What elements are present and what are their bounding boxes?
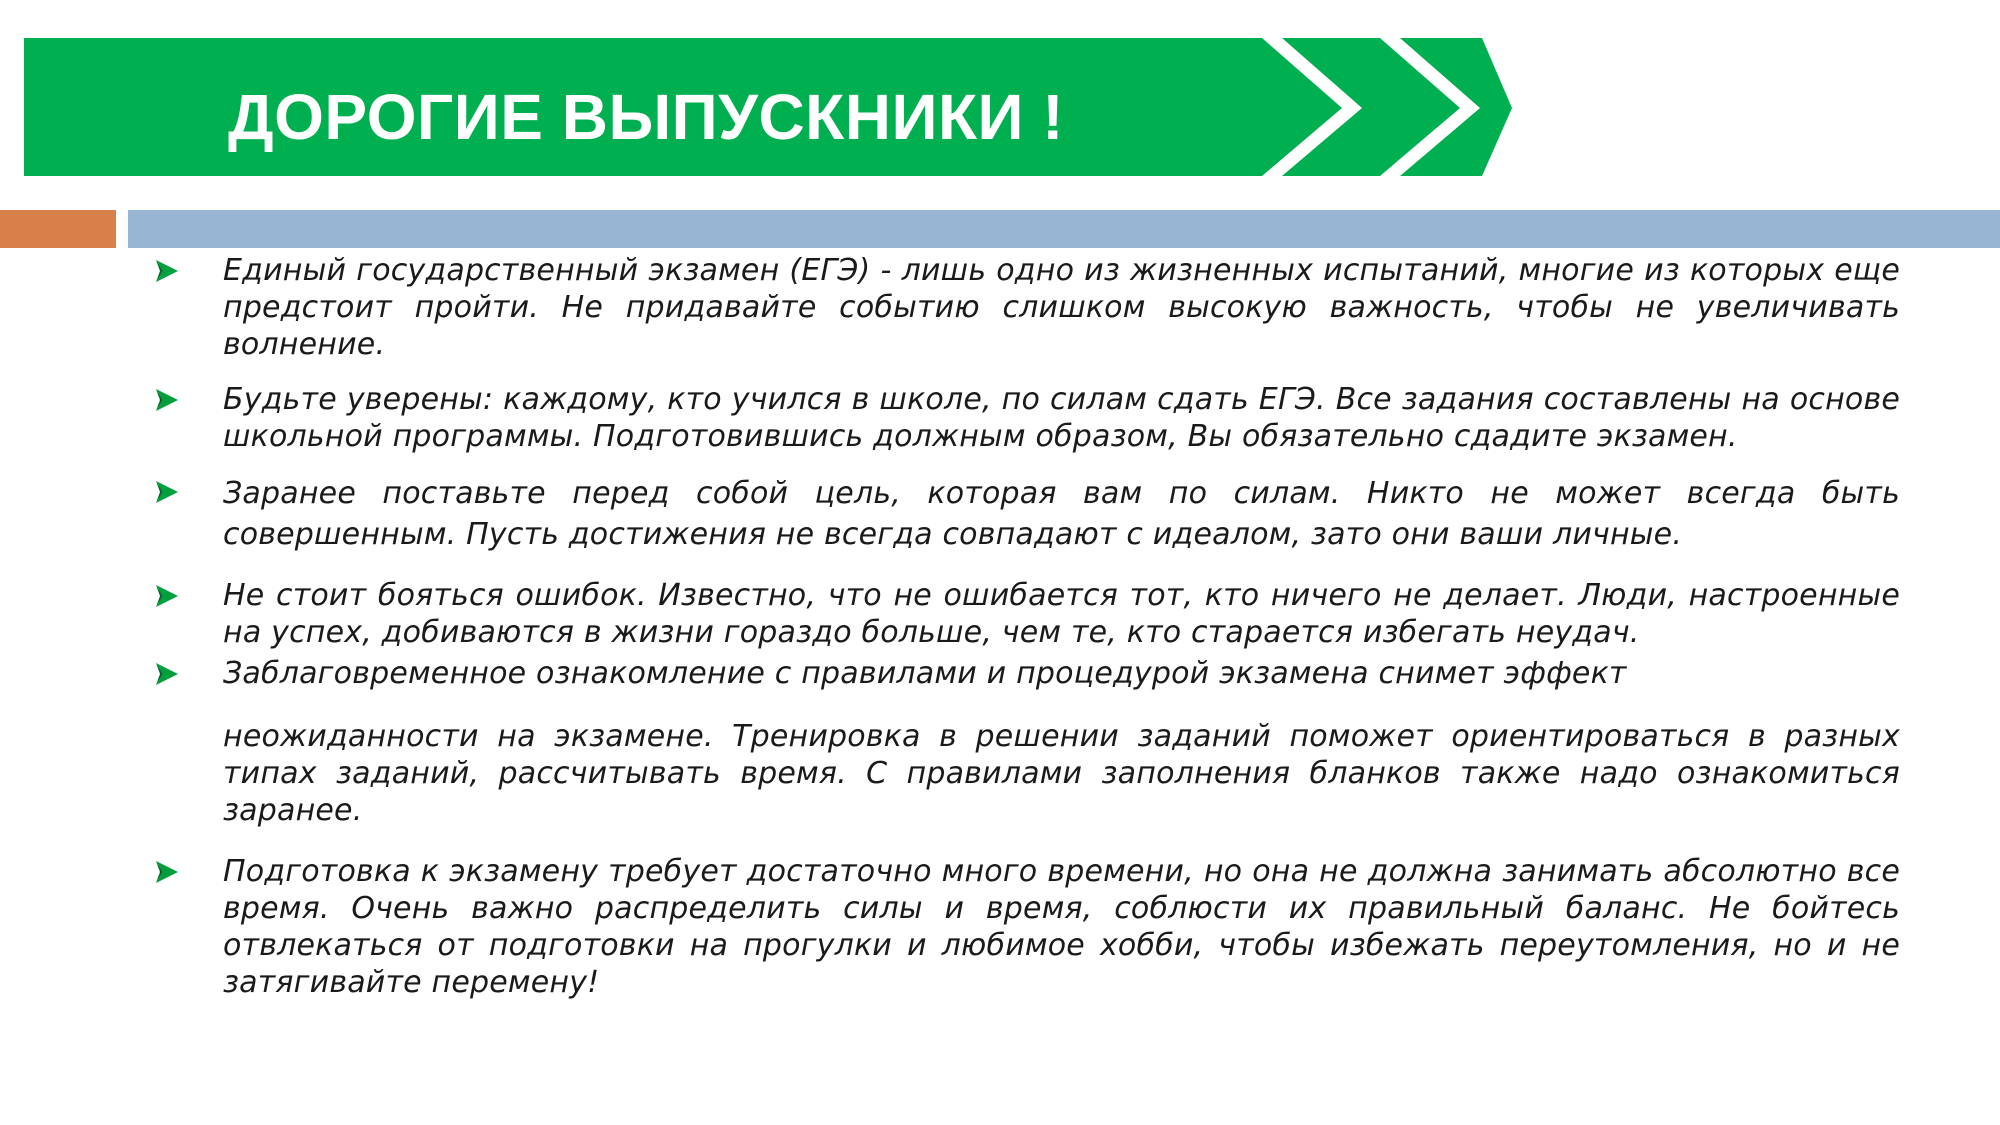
list-item xyxy=(150,473,1900,555)
list-item-text: Заранее поставьте перед собой цель, которая вам по силам. Никто не может всегда быть совершенным. Пусть достижения не всегда совпадают с идеалом, зато они ваши личные. xyxy=(223,476,1900,552)
list-item-body: неожиданности на экзамене. Тренировка в решении заданий поможет ориентироваться в разных типах заданий, рассчитывать время. С правилами заполнения бланков также надо ознакомиться заранее. xyxy=(223,719,1900,828)
list-item xyxy=(150,655,1900,829)
page-title: ДОРОГИЕ ВЫПУСКНИКИ ! xyxy=(228,81,1065,153)
green-arrowhead-icon xyxy=(155,388,179,412)
list-item xyxy=(150,577,1900,651)
list-item-text: Не стоит бояться ошибок. Известно, что не ошибается тот, кто ничего не делает. Люди, настроенные на успех, добиваются в жизни гораздо больше, чем те, кто старается избегать неудач. xyxy=(223,578,1900,650)
green-arrowhead-icon xyxy=(155,259,179,283)
accent-bar-blue xyxy=(128,210,2000,248)
list-item-lead: Заблаговременное ознакомление с правилами и процедурой экзамена снимет эффект xyxy=(223,656,1627,691)
list-item-text: Будьте уверены: каждому, кто учился в школе, по силам сдать ЕГЭ. Все задания составлены на основе школьной программы. Подготовившись должным образом, Вы обязательно сдадите экзамен. xyxy=(223,382,1900,454)
list-item-text xyxy=(223,655,1900,829)
list-item xyxy=(150,252,1900,363)
list-item-text: Единый государственный экзамен (ЕГЭ) - лишь одно из жизненных испытаний, многие из которых еще предстоит пройти. Не придавайте событию слишком высокую важность, чтобы не увеличивать волнение. xyxy=(223,253,1900,362)
green-arrowhead-icon xyxy=(155,860,179,884)
green-arrowhead-icon xyxy=(155,480,179,504)
green-arrowhead-icon xyxy=(155,584,179,608)
advice-list xyxy=(150,252,1900,1001)
title-banner xyxy=(0,0,2000,200)
list-item xyxy=(150,853,1900,1001)
accent-bar-orange xyxy=(0,210,116,248)
list-item xyxy=(150,381,1900,455)
list-item-text: Подготовка к экзамену требует достаточно много времени, но она не должна занимать абсолютно все время. Очень важно распределить силы и время, соблюсти их правильный баланс. Не бойтесь отвлекаться от подготовки на прогулки и любимое хобби, чтобы избежать переутомления, но и не затягивайте перемену! xyxy=(223,854,1900,1000)
green-arrowhead-icon xyxy=(155,662,179,686)
